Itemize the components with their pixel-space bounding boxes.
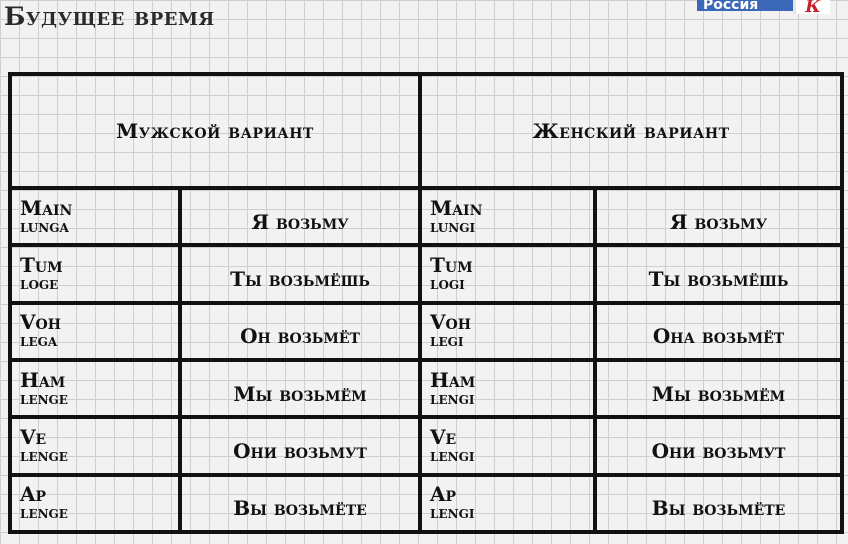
female-variant-header: Женский вариант [420,74,842,188]
pronoun: Main [20,195,73,220]
male-translation: Ты возьмёшь [180,245,420,302]
verb-form: lungi [430,216,476,237]
future-tense-table [8,72,844,534]
verb-form: lenge [20,503,68,524]
verb-form: logi [430,273,465,294]
male-translation: Они возьмут [180,417,420,474]
female-pronoun-cell [420,245,595,302]
male-translation: Он возьмёт [180,303,420,360]
table-header-row [10,74,842,188]
male-pronoun-cell [10,475,180,532]
female-pronoun-cell [420,475,595,532]
male-variant-header: Мужской вариант [10,74,420,188]
female-translation: Мы возьмём [595,360,842,417]
channel-logo-letter: К [793,0,830,14]
male-pronoun-cell [10,303,180,360]
male-pronoun-cell [10,188,180,245]
male-translation: Мы возьмём [180,360,420,417]
pronoun: Ham [20,367,66,392]
female-translation: Я возьму [595,188,842,245]
table-row [10,245,842,302]
male-pronoun-cell [10,360,180,417]
table-row [10,303,842,360]
table-row [10,188,842,245]
male-translation: Вы возьмёте [180,475,420,532]
female-pronoun-cell [420,188,595,245]
male-translation: Я возьму [180,188,420,245]
pronoun: Tum [430,252,473,277]
verb-form: lenge [20,445,68,466]
verb-form: lengi [430,503,475,524]
verb-form: lengi [430,388,475,409]
female-translation: Они возьмут [595,417,842,474]
pronoun: Ap [430,482,457,507]
table-row [10,475,842,532]
pronoun: Voh [20,310,61,335]
male-pronoun-cell [10,417,180,474]
page-title: Будущее время [4,2,215,31]
verb-form: lenge [20,388,68,409]
verb-form: lunga [20,216,69,237]
channel-logo [697,0,830,14]
female-pronoun-cell [420,303,595,360]
pronoun: Voh [430,310,471,335]
channel-logo-text: Россия [697,0,793,11]
pronoun: Ve [20,424,47,449]
pronoun: Ve [430,424,457,449]
female-translation: Ты возьмёшь [595,245,842,302]
female-pronoun-cell [420,417,595,474]
pronoun: Ap [20,482,47,507]
female-translation: Она возьмёт [595,303,842,360]
female-translation: Вы возьмёте [595,475,842,532]
female-pronoun-cell [420,360,595,417]
table-row [10,360,842,417]
verb-form: lega [20,331,58,352]
verb-form: loge [20,273,59,294]
verb-form: lengi [430,445,475,466]
table-row [10,417,842,474]
male-pronoun-cell [10,245,180,302]
pronoun: Main [430,195,483,220]
pronoun: Tum [20,252,63,277]
verb-form: legi [430,331,464,352]
pronoun: Ham [430,367,476,392]
